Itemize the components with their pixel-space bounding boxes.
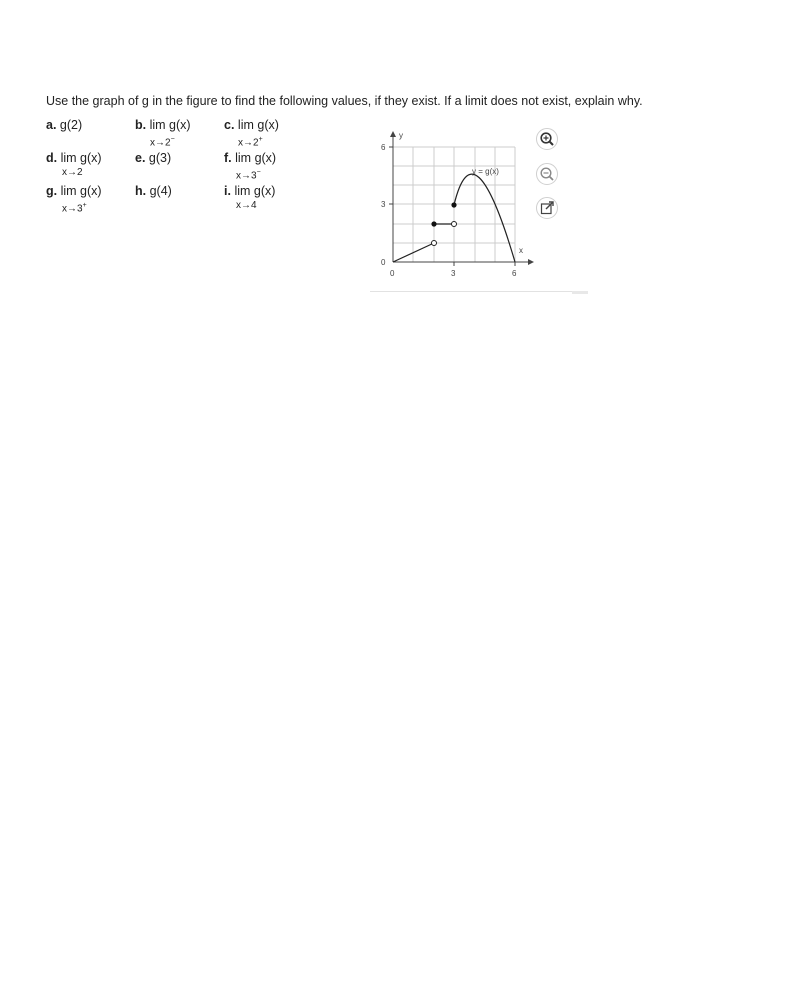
limit-approach: x→3 [236,170,257,182]
limit-approach: x→2 [238,137,259,149]
problem-letter: a. [46,118,57,132]
open-external-button[interactable] [536,197,558,219]
open-point-3-2 [452,222,457,227]
closed-point-2-2 [431,221,436,226]
x-tick-label-6: 6 [512,269,517,278]
y-axis-arrow [390,131,396,137]
problem-letter: c. [224,118,235,132]
limit-subscript [238,136,263,148]
problem-letter: b. [135,118,147,132]
limit-approach: x→2 [150,137,171,149]
function-graph [368,128,538,278]
open-external-icon [539,200,555,216]
closed-point-3-3 [451,202,456,207]
problem-c [224,118,279,132]
curve-label: y = g(x) [472,167,499,176]
problem-e [135,151,171,165]
problem-i [224,184,275,198]
problem-expression: lim g(x) [234,184,276,198]
problem-expression: lim g(x) [60,151,102,165]
problem-letter: d. [46,151,58,165]
limit-approach: x→4 [236,200,257,211]
limit-approach: x→2 [62,167,83,178]
problem-expression: g(4) [149,184,172,198]
problem-expression: g(2) [59,118,83,132]
x-tick-label-3: 3 [451,269,456,278]
limit-side: − [170,136,175,143]
instructions-text: Use the graph of g in the figure to find the following values, if they exist. If a limit does not exist, explain why. [46,94,643,108]
problem-d [46,151,102,165]
limit-approach: x→3 [62,203,83,215]
problem-expression: lim g(x) [149,118,191,132]
zoom-out-button[interactable] [536,163,558,185]
limit-side: + [258,136,263,143]
curve-segment-arc [454,174,515,262]
scroll-thumb[interactable] [572,291,588,294]
problem-h [135,184,172,198]
y-tick-label-0: 0 [381,258,386,267]
y-axis-label: y [399,131,403,140]
problem-expression: lim g(x) [237,118,279,132]
problem-letter: i. [224,184,231,198]
x-tick-label-0: 0 [390,269,395,278]
limit-side: + [82,202,87,209]
zoom-in-icon [539,131,555,147]
y-tick-label-3: 3 [381,200,386,209]
figure-divider [370,291,588,292]
x-axis-arrow [528,259,534,265]
zoom-out-icon [539,166,555,182]
problem-g [46,184,102,198]
zoom-in-button[interactable] [536,128,558,150]
problem-expression: lim g(x) [60,184,102,198]
limit-subscript [62,167,83,178]
problem-expression: g(3) [148,151,172,165]
limit-subscript [150,136,175,148]
limit-subscript [236,169,261,181]
limit-side: − [256,169,261,176]
problem-letter: e. [135,151,146,165]
problem-a [46,118,82,132]
problem-letter: h. [135,184,147,198]
y-tick-label-6: 6 [381,143,386,152]
open-point-2-1 [432,241,437,246]
problem-b [135,118,191,132]
limit-subscript [236,200,257,211]
problem-f [224,151,276,165]
problem-letter: g. [46,184,58,198]
problem-expression: lim g(x) [235,151,277,165]
x-axis-label: x [519,246,523,255]
problem-letter: f. [224,151,232,165]
limit-subscript [62,202,87,214]
